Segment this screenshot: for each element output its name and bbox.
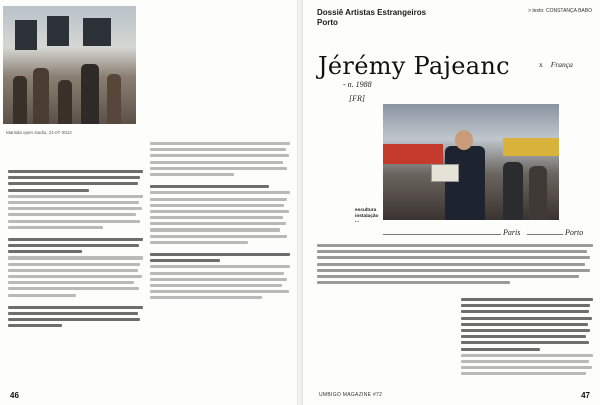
route-label: x França	[539, 60, 573, 69]
city-to: Porto	[565, 228, 584, 237]
left-page	[0, 0, 297, 405]
byline: > texto: CONSTANÇA BABO	[528, 8, 592, 14]
text-column-2	[150, 142, 290, 303]
text-column-3	[461, 298, 593, 378]
photo-caption: escultura instalação ...	[355, 208, 379, 225]
page-number: 47	[581, 391, 590, 400]
page-number: 46	[10, 391, 19, 400]
intro-paragraph	[317, 244, 593, 287]
city-from: Paris	[503, 228, 521, 237]
section-title: Dossiê Artistas Estrangeiros Porto	[317, 8, 427, 27]
magazine-footer: UMBIGO MAGAZINE #72	[319, 392, 383, 398]
photo-caption: Marisita open studio, 21-07-2012	[6, 130, 72, 135]
birth-year: - n. 1988	[343, 80, 372, 89]
right-page	[303, 0, 600, 405]
studio-photo	[3, 6, 136, 124]
divider	[527, 234, 563, 235]
text-column-1	[8, 170, 143, 331]
origin-code: [FR]	[349, 94, 365, 103]
artist-name: Jérémy Pajeanc	[318, 52, 510, 80]
divider	[383, 234, 501, 235]
artist-photo	[383, 104, 559, 220]
